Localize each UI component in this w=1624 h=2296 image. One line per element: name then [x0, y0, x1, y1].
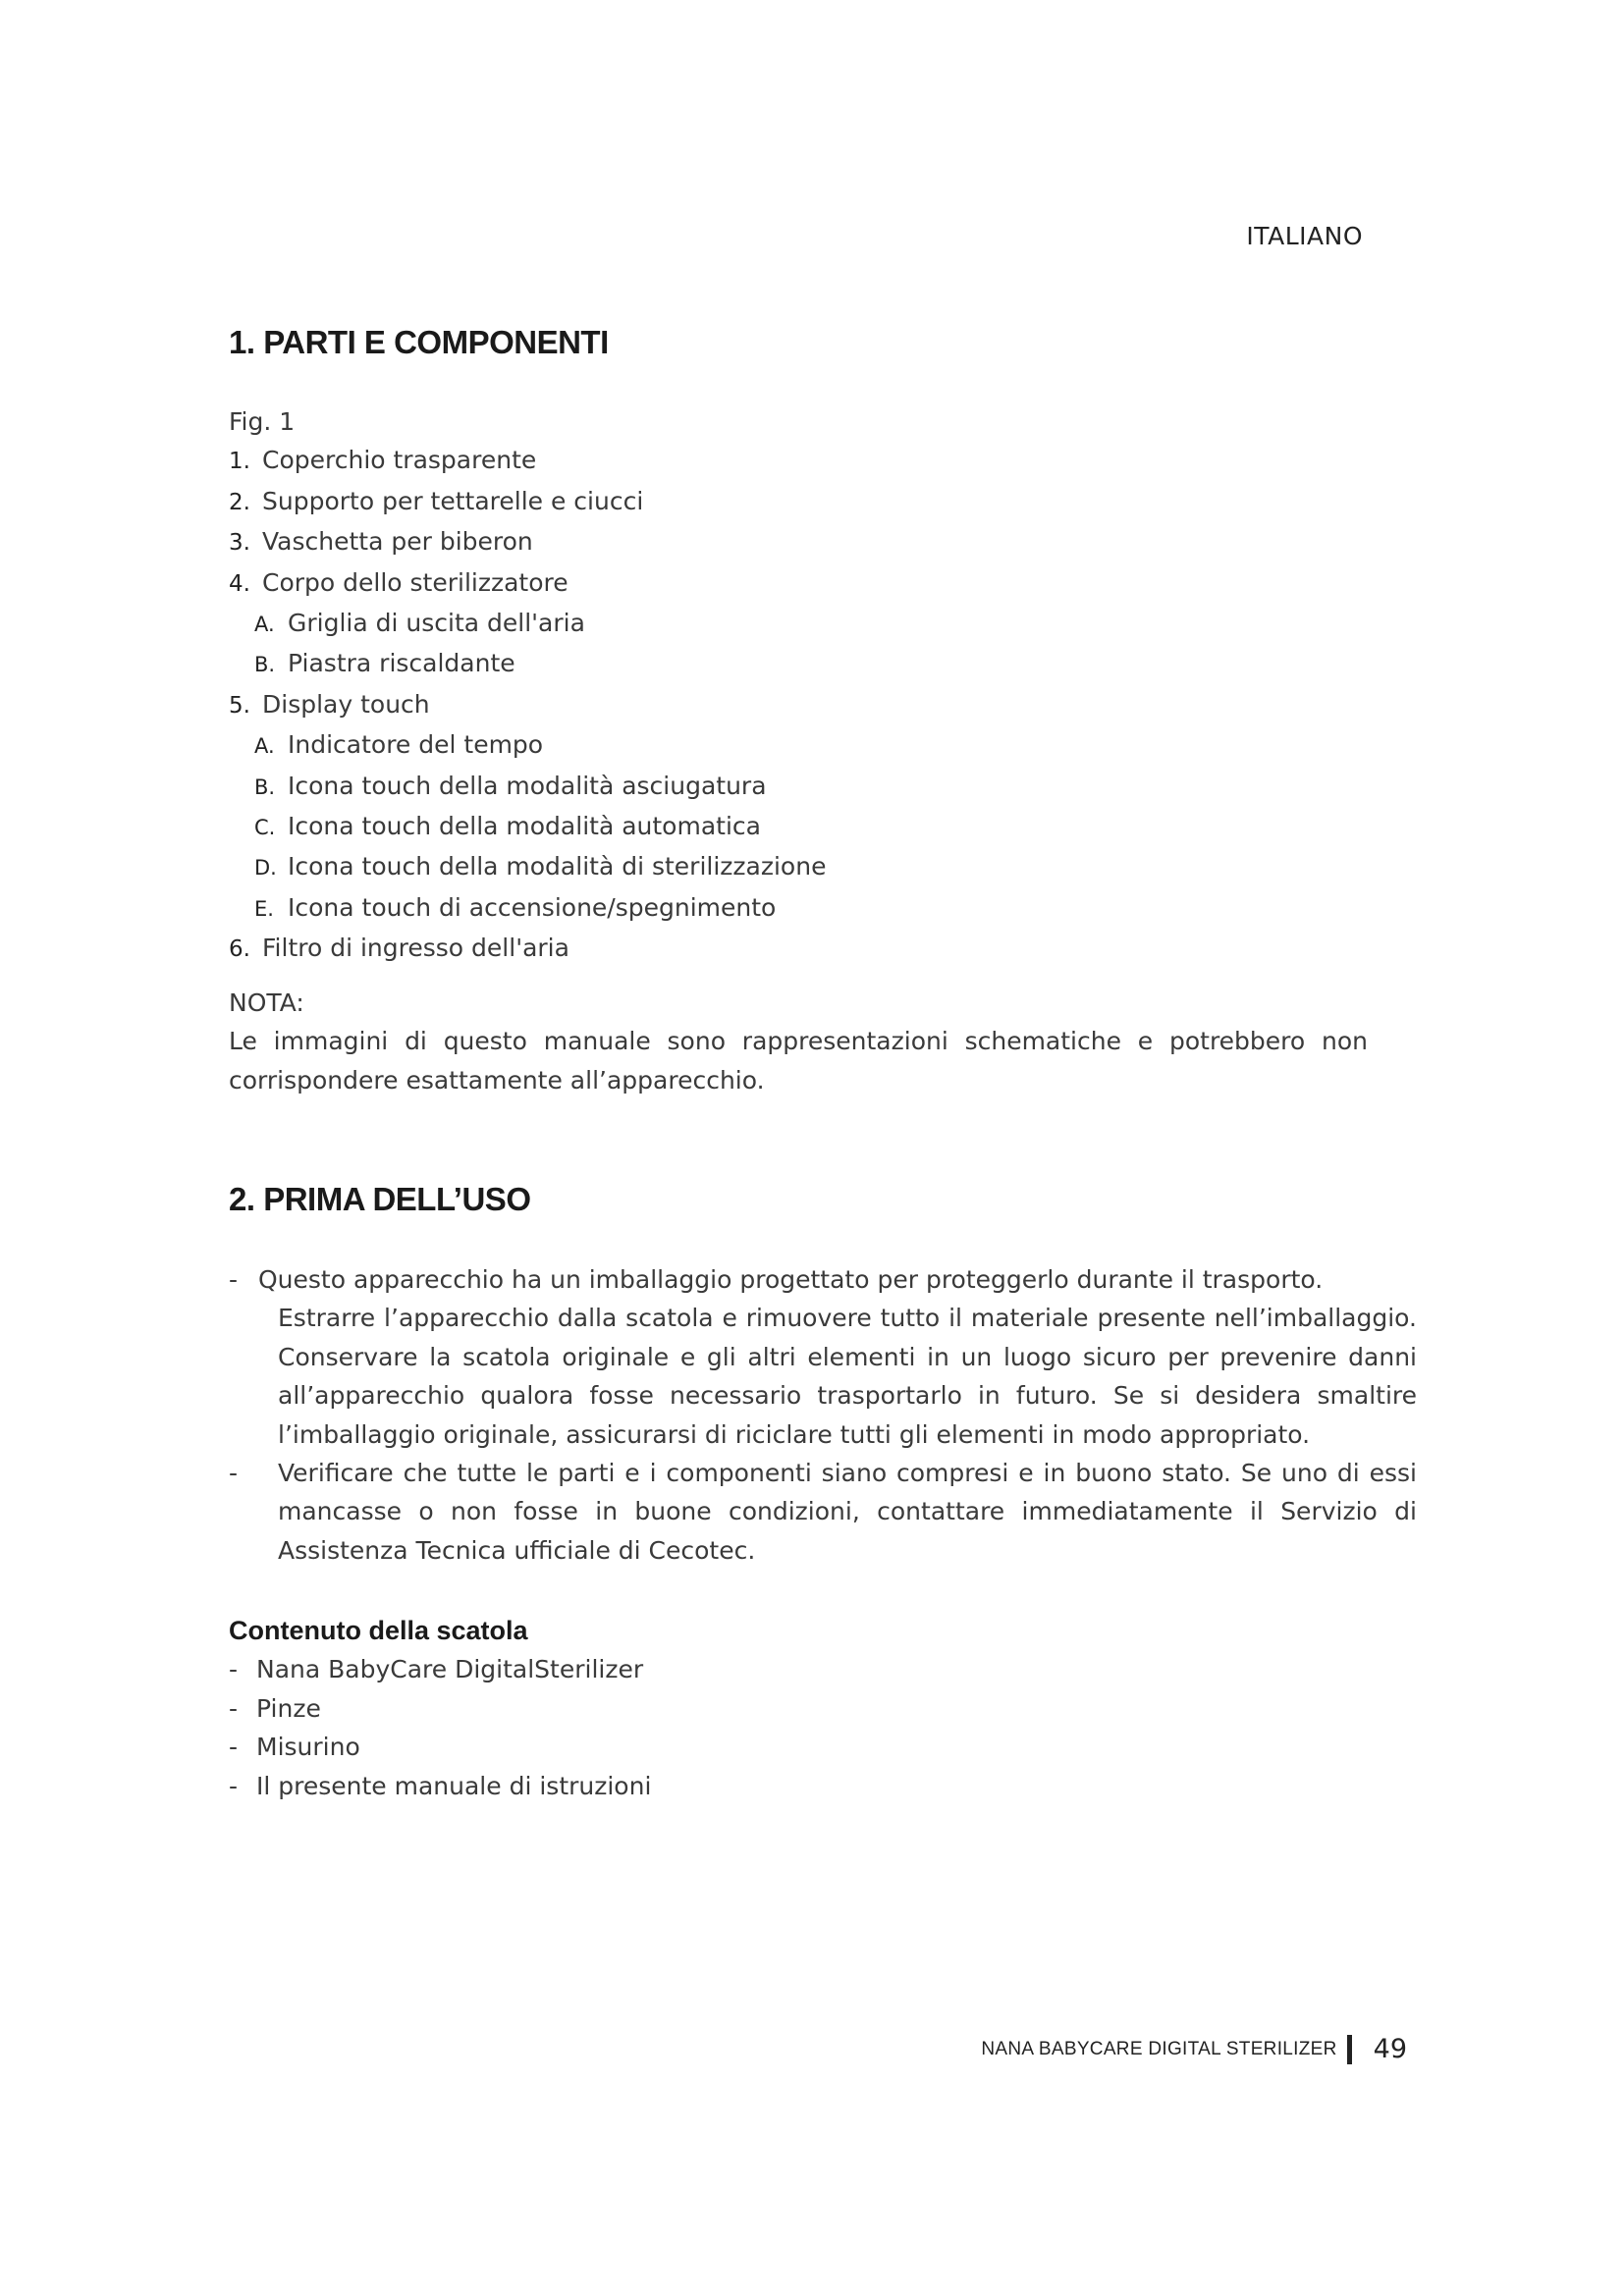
dash-marker: -	[229, 1733, 239, 1762]
list-item	[229, 1650, 1112, 1688]
box-contents-title: Contenuto della scatola	[229, 1616, 528, 1645]
item-text: Filtro di ingresso dell'aria	[262, 934, 569, 963]
item-text: Icona touch di accensione/spegnimento	[288, 892, 777, 922]
item-text: Icona touch della modalità automatica	[288, 812, 761, 841]
item-letter: B.	[254, 653, 276, 677]
item-text: Corpo dello sterilizzatore	[262, 567, 568, 597]
list-item	[229, 441, 1378, 481]
page-number: 49	[1373, 2034, 1407, 2064]
list-item	[229, 685, 1378, 725]
item-text: Display touch	[262, 689, 430, 719]
item-text: Griglia di uscita dell'aria	[288, 609, 585, 638]
item-text: Icona touch della modalità di sterilizzazione	[288, 852, 827, 881]
item-letter: B.	[254, 774, 276, 799]
parts-list	[229, 402, 1378, 970]
item-letter: A.	[254, 613, 275, 637]
page-footer	[981, 2034, 1407, 2064]
dash-marker: -	[229, 1265, 239, 1294]
list-subitem	[229, 767, 1378, 807]
dash-marker: -	[229, 1459, 239, 1488]
item-letter: D.	[254, 856, 277, 881]
bullet-item	[229, 1454, 1417, 1570]
item-text: Pinze	[256, 1693, 321, 1723]
item-number: 2.	[229, 489, 250, 515]
dash-marker: -	[229, 1771, 239, 1800]
bullet-text: Verificare che tutte le parti e i componenti siano compresi e in buono stato. Se uno di essi mancasse o non fosse in buone condizioni, contattare immediatamente il Servizio di Assistenza Tecnica ufficiale di Cecotec.	[278, 1459, 1417, 1565]
footer-divider	[1347, 2035, 1352, 2064]
item-text: Il presente manuale di istruzioni	[256, 1771, 652, 1800]
section-title-before-use: 2. PRIMA DELL’USO	[229, 1181, 531, 1217]
list-item	[229, 1728, 1112, 1766]
dash-marker: -	[229, 1693, 239, 1723]
bullet-first-line: Questo apparecchio ha un imballaggio progettato per proteggerlo durante il trasporto.	[258, 1265, 1324, 1294]
item-text: Nana BabyCare DigitalSterilizer	[256, 1655, 644, 1684]
list-subitem	[229, 725, 1378, 766]
section-title-parts: 1. PARTI E COMPONENTI	[229, 324, 609, 360]
list-subitem	[229, 807, 1378, 847]
before-use-list	[229, 1260, 1417, 1570]
item-number: 4.	[229, 570, 250, 597]
list-item	[229, 1767, 1112, 1805]
language-label: ITALIANO	[1246, 222, 1363, 250]
item-number: 6.	[229, 936, 250, 963]
bullet-text: Estrarre l’apparecchio dalla scatola e rimuovere tutto il materiale presente nell’imballaggio. Conservare la scatola originale e gli altri elementi in un luogo sicuro per prevenire danni all’apparecchio qualora fosse necessario trasportarlo in futuro. Se si desidera smaltire l’imballaggio originale, assicurarsi di riciclare tutti gli elementi in modo appropriato.	[278, 1304, 1417, 1449]
list-item	[229, 482, 1378, 522]
figure-label: Fig. 1	[229, 407, 296, 436]
list-item	[229, 563, 1378, 604]
item-text: Icona touch della modalità asciugatura	[288, 771, 767, 800]
list-subitem	[229, 847, 1378, 887]
footer-product-name: NANA BABYCARE DIGITAL STERILIZER	[981, 2038, 1337, 2059]
item-number: 1.	[229, 449, 250, 475]
item-text: Supporto per tettarelle e ciucci	[262, 486, 644, 515]
box-contents	[229, 1612, 1112, 1805]
note-label: NOTA:	[229, 988, 304, 1017]
list-subitem	[229, 604, 1378, 644]
list-item	[229, 929, 1378, 969]
note	[229, 984, 1368, 1099]
item-letter: A.	[254, 734, 275, 759]
item-text: Coperchio trasparente	[262, 446, 537, 475]
list-item	[229, 522, 1378, 562]
item-number: 5.	[229, 692, 250, 719]
list-subitem	[229, 888, 1378, 929]
list-subitem	[229, 644, 1378, 684]
item-text: Misurino	[256, 1733, 360, 1762]
bullet-item	[229, 1260, 1417, 1454]
item-text: Piastra riscaldante	[288, 649, 515, 678]
item-text: Indicatore del tempo	[288, 730, 544, 760]
item-number: 3.	[229, 530, 250, 557]
list-item	[229, 1689, 1112, 1728]
item-letter: C.	[254, 816, 276, 840]
item-letter: E.	[254, 896, 274, 921]
item-text: Vaschetta per biberon	[262, 527, 533, 557]
note-text: Le immagini di questo manuale sono rappresentazioni schematiche e potrebbero non corrispondere esattamente all’apparecchio.	[229, 1027, 1368, 1095]
dash-marker: -	[229, 1655, 239, 1684]
